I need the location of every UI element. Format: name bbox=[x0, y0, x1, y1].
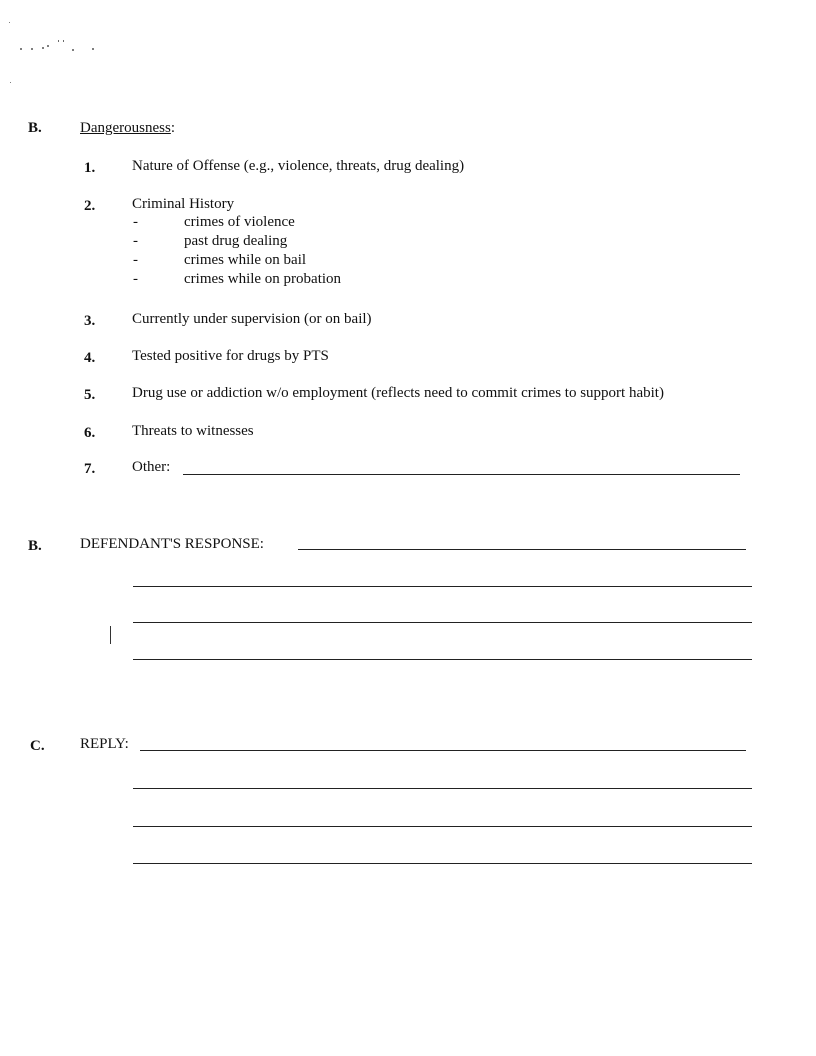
reply-answer-line[interactable] bbox=[140, 750, 746, 751]
section-b-title-colon: : bbox=[170, 120, 175, 136]
history-bullet: - bbox=[133, 252, 138, 268]
stray-mark bbox=[110, 626, 111, 644]
reply-label: REPLY: bbox=[80, 736, 129, 752]
reply-answer-line[interactable] bbox=[133, 788, 752, 789]
response-answer-line[interactable] bbox=[133, 586, 752, 587]
history-bullet: - bbox=[133, 233, 138, 249]
item-5-text: Drug use or addiction w/o employment (reflects need to commit crimes to support habit) bbox=[132, 385, 664, 401]
item-6-text: Threats to witnesses bbox=[132, 423, 254, 439]
history-subitem: crimes of violence bbox=[184, 214, 295, 230]
item-6-number: 6. bbox=[84, 425, 96, 441]
item-1-number: 1. bbox=[84, 160, 96, 176]
item-4-number: 4. bbox=[84, 350, 96, 366]
history-bullet: - bbox=[133, 214, 138, 230]
section-b-title: Dangerousness bbox=[80, 120, 171, 136]
item-1-text: Nature of Offense (e.g., violence, threats, drug dealing) bbox=[132, 158, 465, 174]
response-answer-line[interactable] bbox=[133, 659, 752, 660]
history-subitem: crimes while on bail bbox=[184, 252, 307, 268]
reply-answer-line[interactable] bbox=[133, 863, 752, 864]
item-7-label: Other: bbox=[132, 459, 171, 475]
item-2-number: 2. bbox=[84, 198, 96, 214]
item-7-number: 7. bbox=[84, 461, 96, 477]
section-b-letter: B. bbox=[28, 120, 42, 136]
item-5-number: 5. bbox=[84, 387, 96, 403]
response-answer-line[interactable] bbox=[298, 549, 746, 550]
history-bullet: - bbox=[133, 271, 138, 287]
history-subitem: past drug dealing bbox=[184, 233, 288, 249]
item-2-text: Criminal History bbox=[132, 196, 235, 212]
reply-letter: C. bbox=[30, 738, 45, 754]
other-answer-line[interactable] bbox=[183, 474, 740, 475]
item-4-text: Tested positive for drugs by PTS bbox=[132, 348, 329, 364]
history-subitem: crimes while on probation bbox=[184, 271, 342, 287]
reply-answer-line[interactable] bbox=[133, 826, 752, 827]
response-label: DEFENDANT'S RESPONSE: bbox=[80, 536, 264, 552]
item-3-number: 3. bbox=[84, 313, 96, 329]
item-3-text: Currently under supervision (or on bail) bbox=[132, 311, 372, 327]
response-letter: B. bbox=[28, 538, 42, 554]
section-b-heading bbox=[80, 120, 175, 137]
response-answer-line[interactable] bbox=[133, 622, 752, 623]
